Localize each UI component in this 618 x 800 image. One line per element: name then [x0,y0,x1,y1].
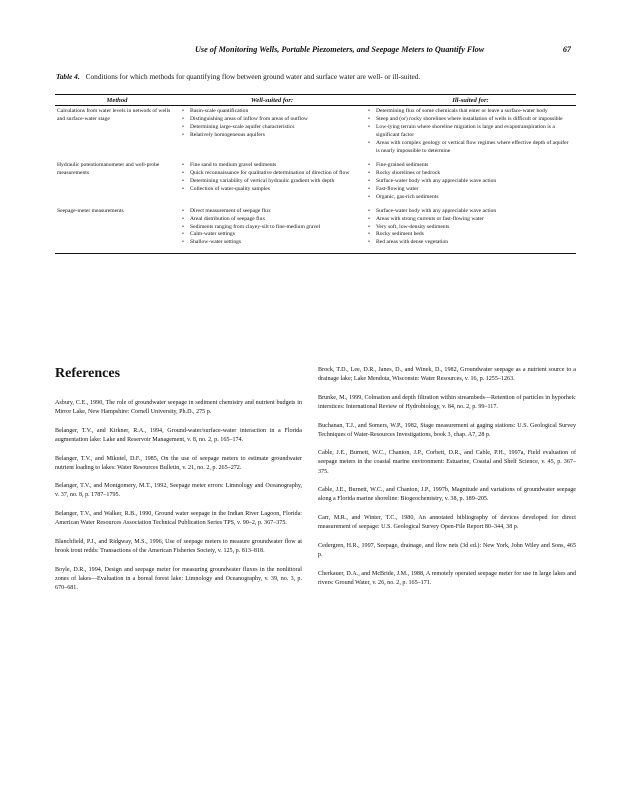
well-suited-cell [179,106,365,160]
bullet-item: • Relatively homogeneous aquifers [181,132,361,140]
table-row [55,106,576,160]
running-head [195,45,571,54]
references-left-column [55,399,302,603]
bullet-item: • Fine sand to medium gravel sediments [181,162,361,170]
table-caption-text: Conditions for which methods for quantifying flow between ground water and surface water are well- or ill-suited. [85,72,421,81]
bullet-item: • Steep and (or) rocky shorelines where installation of wells is difficult or impossible [367,116,572,124]
bullet-item: • Surface-water body with any appreciable wave action [367,208,572,216]
reference-entry: Brunke, M., 1999, Colmation and depth filtration within streambeds—Retention of particles in hyporheic interstices: International Review of Hydrobiology, v. 84, no. 2, p. 99–117. [318,394,576,410]
ill-suited-cell [365,160,576,206]
page-number: 67 [562,45,571,54]
header-well-suited: Well-suited for: [179,95,365,106]
bullet-item: • Fine-grained sediments [367,162,572,170]
bullet-item: • Surface-water body with any appreciable wave action [367,178,572,186]
well-suited-cell [179,160,365,206]
well-suited-list [181,208,361,248]
running-head-title: Use of Monitoring Wells, Portable Piezometers, and Seepage Meters to Quantify Flow [195,45,485,54]
bullet-item: • Shallow-water settings [181,239,361,247]
header-method: Method [55,95,179,106]
reference-entry: Boyle, D.R., 1994, Design and seepage meter for measuring groundwater fluxes in the nonlittoral zones of lakes—Evaluation in a boreal forest lake: Limnology and Oceanography, v. 39, no. 3, p. 670–681. [55,566,302,591]
bullet-item: • Distinguishing areas of inflow from areas of outflow [181,116,361,124]
bullet-item: • Low-lying terrain where shoreline migration is large and evapotranspiration is a significant factor [367,124,572,140]
reference-entry: Belanger, T.V., and Mikutel, D.F., 1985, On the use of seepage meters to estimate groundwater nutrient loading to lakes: Water Resources Bulletin, v. 21, no. 2, p. 265–272. [55,455,302,471]
reference-entry: Belanger, T.V., and Walker, R.B., 1990, Ground water seepage in the Indian River Lagoon, Florida: American Water Resources Association Technical Publication Series TPS, v. 90–2, p. 367–375. [55,511,302,527]
reference-entry: Belanger, T.V., and Kirkner, R.A., 1994, Ground-water/surface-water interaction in a Florida augmentation lake: Lake and Reservoir Management, v. 8, no. 2, p. 165–174. [55,427,302,443]
bullet-item: • Collection of water-quality samples [181,186,361,194]
bullet-item: • Areas with strong currents or fast-flowing water [367,216,572,224]
reference-entry: Cable, J.E., Burnett, W.C., and Chanton, J.P., 1997b, Magnitude and variations of groundwater seepage along a Florida marine shoreline: Biogeochemistry, v. 38, p. 189–205. [318,487,576,503]
bullet-item: • Sediments ranging from clayey-silt to fine-medium gravel [181,224,361,232]
reference-entry: Blanchfield, P.J., and Ridgway, M.S., 1996, Use of seepage meters to measure groundwater flow at brook trout redds: Transactions of the American Fisheries Society, v. 125, p. 813–818. [55,538,302,555]
reference-entry: Asbury, C.E., 1990, The role of groundwater seepage in sediment chemistry and nutrient budgets in Mirror Lake, New Hampshire: Cornell University, Ph.D., 275 p. [55,400,302,416]
bullet-item: • Organic, gas-rich sediments [367,194,572,202]
table-row [55,160,576,206]
bullet-item: • Very soft, low-density sediments [367,224,572,232]
method-cell: Calculations from water levels in network of wells and surface-water stage [57,108,171,123]
reference-entry: Cherkauer, D.A., and McBride, J.M., 1988, A remotely operated seepage meter for use in large lakes and rivers: Ground Water, v. 26, no. 2, p. 165–171. [318,570,576,586]
table-caption [56,72,576,81]
bullet-item: • Determining large-scale aquifer characteristics [181,124,361,132]
well-suited-list [181,108,361,140]
reference-entry: Carr, M.R., and Winter, T.C., 1980, An annotated bibliography of devices developed for direct measurement of seepage: U.S. Geological Survey Open-File Report 80–344, 38 p. [318,515,576,531]
bullet-item: • Determining variability of vertical hydraulic gradient with depth [181,178,361,186]
reference-entry: Belanger, T.V., and Montgomery, M.T., 1992, Seepage meter errors: Limnology and Oceanography, v. 37, no. 8, p. 1787–1795. [55,483,302,499]
reference-entry: Cable, J.E., Burnett, W.C., Chanton, J.P., Corbett, D.R., and Cable, P.H., 1997a, Field evaluation of seepage meters in the coastal marine environment: Estuarine, Coastal and Shelf Science, v. 45, p. 367–375. [318,450,576,475]
table-number: Table 4. [56,72,80,81]
methods-table [55,94,576,254]
table-row [55,206,576,254]
method-cell: Seepage-meter measurements [55,206,179,254]
bullet-item: • Determining flux of some chemicals that enter or leave a surface-water body [367,108,572,116]
method-cell: Hydraulic potentiomanometer and well-probe measurements [57,161,160,176]
ill-suited-cell [365,206,576,254]
well-suited-cell [179,206,365,254]
bullet-item: • Rocky sediment beds [367,231,572,239]
bullet-item: • Calm-water settings [181,231,361,239]
reference-entry: Cedergren, H.R., 1997, Seepage, drainage, and flow nets (3d ed.): New York, John Wiley and Sons, 465 p. [318,542,576,558]
references-right-column [318,366,576,597]
reference-entry: Brock, T.D., Lee, D.R., Janes, D., and Winek, D., 1982, Groundwater seepage as a nutrient source to a drainage lake; Lake Mendota, Wisconsin: Water Resources, v. 16, p. 1255–1263. [318,367,576,383]
header-ill-suited: Ill-suited for: [365,95,576,106]
bullet-item: • Basin-scale quantification [181,108,361,116]
ill-suited-cell [365,106,576,160]
ill-suited-list [367,208,572,248]
reference-entry: Buchanan, T.J., and Somers, W.P., 1982, Stage measurement at gaging stations: U.S. Geological Survey Techniques of Water-Resources Investigations, book 3, chap. A7, 28 p. [318,422,576,438]
ill-suited-list [367,162,572,202]
ill-suited-list [367,108,572,156]
bullet-item: • Fast-flowing water [367,186,572,194]
well-suited-list [181,162,361,194]
bullet-item: • Direct measurement of seepage flux [181,208,361,216]
bullet-item: • Bed areas with dense vegetation [367,239,572,247]
bullet-item: • Quick reconnaissance for qualitative determination of direction of flow [181,170,361,178]
bullet-item: • Areas with complex geology or vertical flow regimes where effective depth of aquifer is nearly impossible to determine [367,140,572,156]
bullet-item: • Rocky shorelines or bedrock [367,170,572,178]
references-heading: References [55,366,121,381]
table-header-row [55,95,576,106]
table-body [55,106,576,254]
bullet-item: • Areal distribution of seepage flux [181,216,361,224]
